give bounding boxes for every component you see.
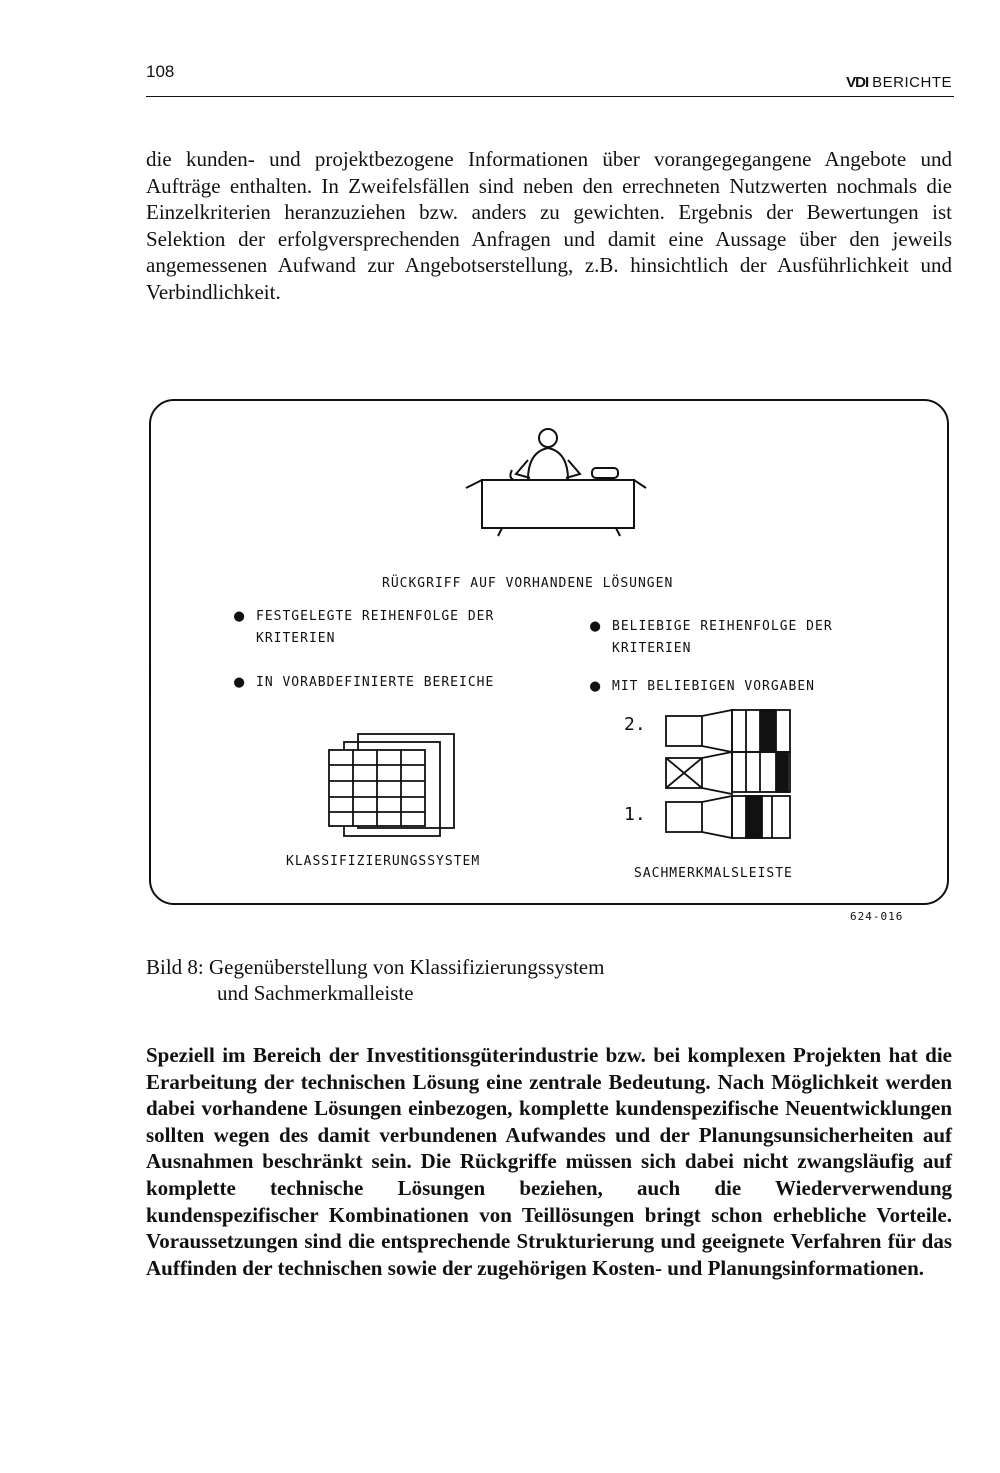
classification-label: KLASSIFIZIERUNGSSYSTEM — [286, 854, 481, 869]
strip-label-2: 2. — [624, 714, 646, 735]
vdi-logo: VDI — [846, 74, 869, 91]
feature-strip-2 — [666, 710, 790, 752]
figure-caption — [146, 954, 604, 1006]
figure-title: RÜCKGRIFF AUF VORHANDENE LÖSUNGEN — [382, 576, 674, 591]
classification-grid-icon — [329, 734, 454, 836]
figure-code: 624-016 — [850, 910, 904, 923]
feature-strip-label: SACHMERKMALSLEISTE — [634, 866, 793, 881]
series-name: BERICHTE — [872, 74, 952, 91]
feature-strip-1 — [666, 796, 790, 838]
figure-8 — [146, 396, 952, 923]
paragraph-2: Speziell im Bereich der Investitionsgüterindustrie bzw. bei komplexen Projekten hat die Erarbeitung der technischen Lösung eine zentrale Bedeutung. Nach Möglichkeit werden dabei vorhandene Lösungen einbezogen, komplette kundenspezifische Neuentwicklungen sollten wegen des damit verbundenen Aufwandes und der Planungsunsicherheiten auf Ausnahmen beschränkt sein. Die Rückgriffe müssen sich dabei nicht zwangsläufig auf komplette technische Lösungen beziehen, auch die Wiederverwendung kundenspezifischer Kombinationen von Teillösungen bringt schon erhebliche Vorteile. Voraussetzungen sind die entsprechende Strukturierung und geeignete Verfahren für das Auffinden der technischen sowie der zugehörigen Kosten- und Planungsinformationen. — [146, 1043, 952, 1280]
page-number: 108 — [146, 62, 175, 81]
person-at-desk-icon — [466, 429, 646, 536]
caption-line-1: Bild 8: Gegenüberstellung von Klassifizierungssystem — [146, 955, 605, 979]
series-header — [846, 74, 952, 91]
strip-label-1: 1. — [624, 804, 646, 825]
left-bullet-1: ● FESTGELEGTE REIHENFOLGE DER KRITERIEN — [256, 606, 516, 650]
caption-line-2: und Sachmerkmalleiste — [217, 981, 414, 1005]
right-bullet-1: ● BELIEBIGE REIHENFOLGE DER KRITERIEN — [612, 616, 852, 660]
header-rule — [146, 96, 954, 97]
right-bullet-2: ● MIT BELIEBIGEN VORGABEN — [612, 676, 912, 698]
paragraph-1: die kunden- und projektbezogene Informationen über vorangegegangene Angebote und Aufträge enthalten. In Zweifelsfällen sind neben den errechneten Nutzwerten nochmals die Einzelkriterien heranzuziehen bzw. anders zu gewichten. Ergebnis der Bewertungen ist Selektion der erfolgversprechenden Anfragen und damit eine Aussage über den jeweils angemessenen Aufwand zur Angebotserstellung, z.B. hinsichtlich der Ausführlichkeit und Verbindlichkeit. — [146, 147, 952, 304]
feature-strip-crossed — [666, 752, 790, 794]
left-bullet-2: ● IN VORABDEFINIERTE BEREICHE — [256, 672, 556, 694]
